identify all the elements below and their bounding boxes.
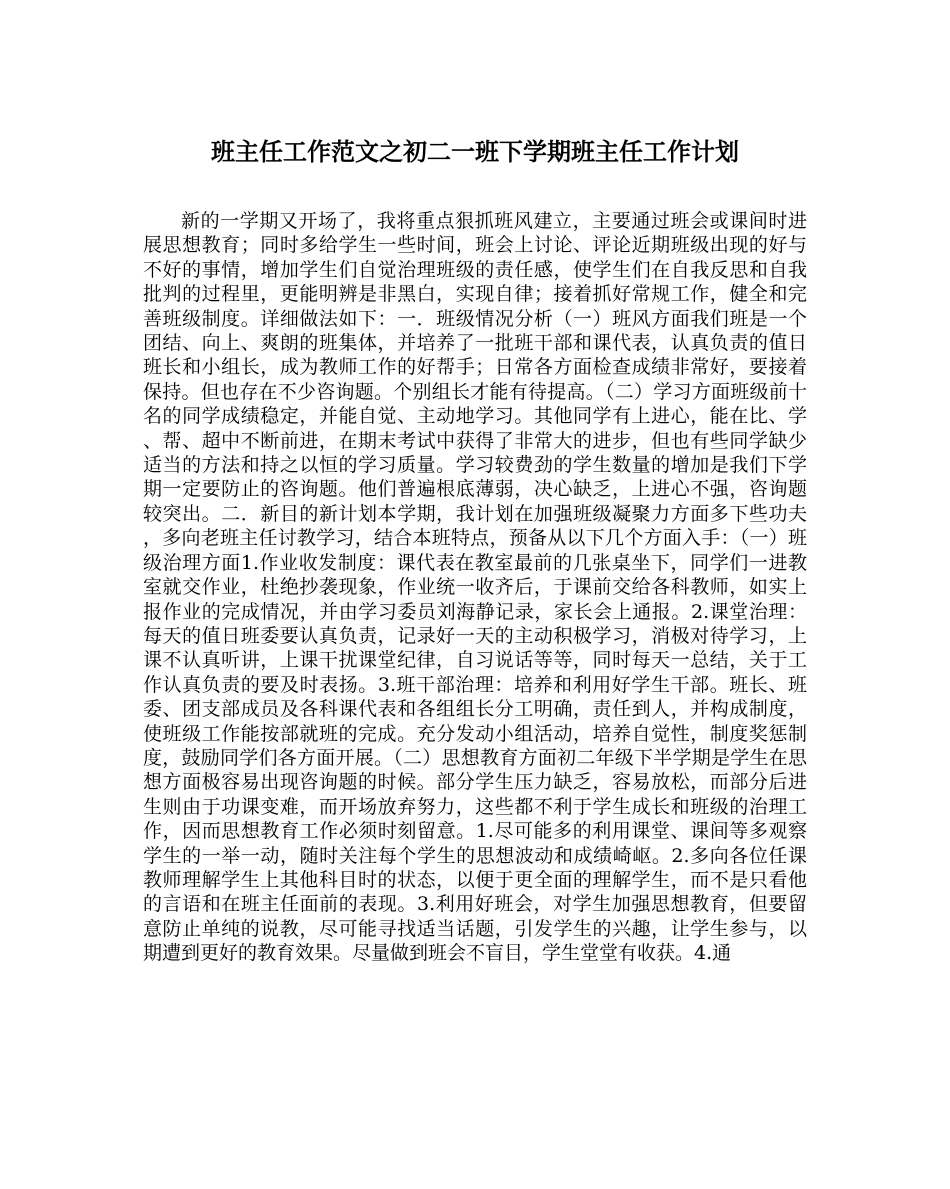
document-title: 班主任工作范文之初二一班下学期班主任工作计划 xyxy=(211,137,739,166)
body-paragraph: 新的一学期又开场了，我将重点狠抓班风建立，主要通过班会或课间时进展思想教育；同时多给学生一些时间，班会上讨论、评论近期班级出现的好与不好的事情，增加学生们自觉治理班级的责任感，使学生们在自我反思和自我批判的过程里，更能明辨是非黑白，实现自律；接着抓好常规工作，健全和完善班级制度。详细做法如下：一．班级情况分析（一）班风方面我们班是一个团结、向上、爽朗的班集体，并培养了一批班干部和课代表，认真负责的值日班长和小组长，成为教师工作的好帮手；日常各方面检查成绩非常好，要接着保持。但也存在不少咨询题。个别组长才能有待提高。（二）学习方面班级前十名的同学成绩稳定，并能自觉、主动地学习。其他同学有上进心，能在比、学、帮、超中不断前进，在期末考试中获得了非常大的进步，但也有些同学缺少适当的方法和持之以恒的学习质量。学习较费劲的学生数量的增加是我们下学期一定要防止的咨询题。他们普遍根底薄弱，决心缺乏，上进心不强，咨询题较突出。二．新目的新计划本学期，我计划在加强班级凝聚力方面多下些功夫，多向老班主任讨教学习，结合本班特点，预备从以下几个方面入手：（一）班级治理方面1.作业收发制度：课代表在教室最前的几张桌坐下，同学们一进教室就交作业，杜绝抄袭现象，作业统一收齐后，于课前交给各科教师，如实上报作业的完成情况，并由学习委员刘海静记录，家长会上通报。2.课堂治理：每天的值日班委要认真负责，记录好一天的主动积极学习，消极对待学习，上课不认真听讲，上课干扰课堂纪律，自习说话等等，同时每天一总结，关于工作认真负责的要及时表扬。3.班干部治理：培养和利用好学生干部。班长、班委、团支部成员及各科课代表和各组组长分工明确，责任到人，并构成制度，使班级工作能按部就班的完成。充分发动小组活动，培养自觉性，制度奖惩制度，鼓励同学们各方面开展。（二）思想教育方面初二年级下半学期是学生在思想方面极容易出现咨询题的时候。部分学生压力缺乏，容易放松，而部分后进生则由于功课变难，而开场放弃努力，这些都不利于学生成长和班级的治理工作，因而思想教育工作必须时刻留意。1.尽可能多的利用课堂、课间等多观察学生的一举一动，随时关注每个学生的思想波动和成绩崎岖。2.多向各位任课教师理解学生上其他科目时的状态，以便于更全面的理解学生，而不是只看他的言语和在班主任面前的表现。3.利用好班会，对学生加强思想教育，但要留意防止单纯的说教，尽可能寻找适当话题，引发学生的兴趣，让学生参与，以期遭到更好的教育效果。尽量做到班会不盲目，学生堂堂有收获。4.通 xyxy=(143,210,807,965)
